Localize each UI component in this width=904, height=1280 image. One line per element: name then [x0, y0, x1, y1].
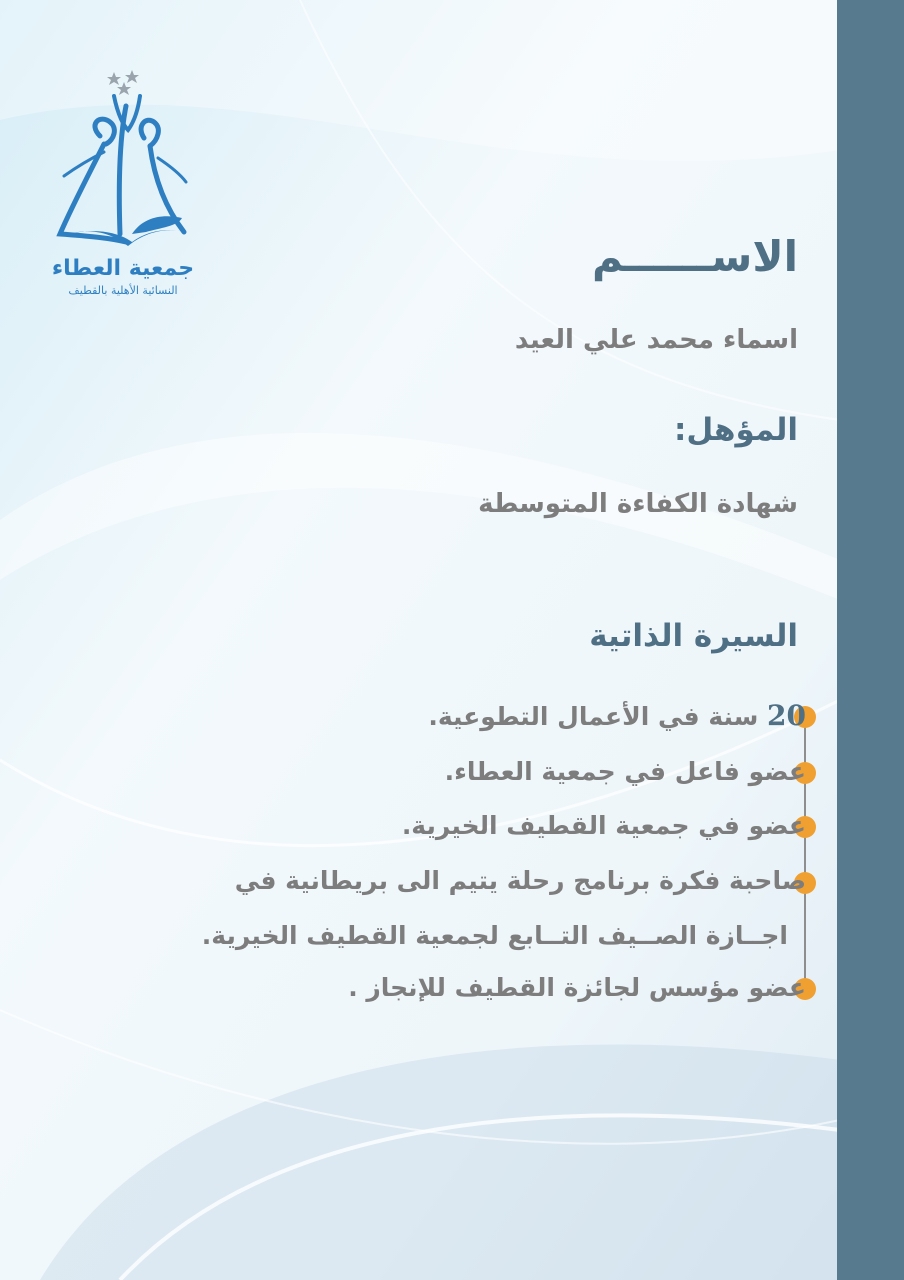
cv-item [402, 808, 818, 844]
name-heading: الاســــــم [591, 232, 798, 281]
organization-subtitle: النسائية الأهلية بالقطيف [68, 284, 178, 297]
qualification-heading: المؤهل: [673, 412, 798, 448]
cv-item [445, 754, 818, 790]
cv-item-text: عضو مؤسس لجائزة القطيف للإنجاز . [348, 973, 806, 1002]
cv-item-number: 20 [767, 699, 806, 732]
cv-item-text: عضو في جمعية القطيف الخيرية. [401, 811, 806, 840]
cv-item [235, 863, 818, 899]
cv-item-continuation: اجــازة الصــيف التــابع لجمعية القطيف الخيرية. [201, 921, 788, 950]
cv-item-text: صاحبة فكرة برنامج رحلة يتيم الى بريطانية في [234, 866, 806, 895]
cv-heading: السيرة الذاتية [589, 618, 798, 654]
qualification-value: شهادة الكفاءة المتوسطة [478, 489, 798, 519]
organization-name: جمعية العطاء [51, 256, 195, 281]
cv-item [428, 698, 818, 735]
name-value: اسماء محمد علي العيد [514, 325, 798, 355]
cv-item-text: عضو فاعل في جمعية العطاء. [444, 757, 806, 786]
cv-item [348, 970, 818, 1006]
cv-item-text: سنة في الأعمال التطوعية. [428, 702, 759, 731]
